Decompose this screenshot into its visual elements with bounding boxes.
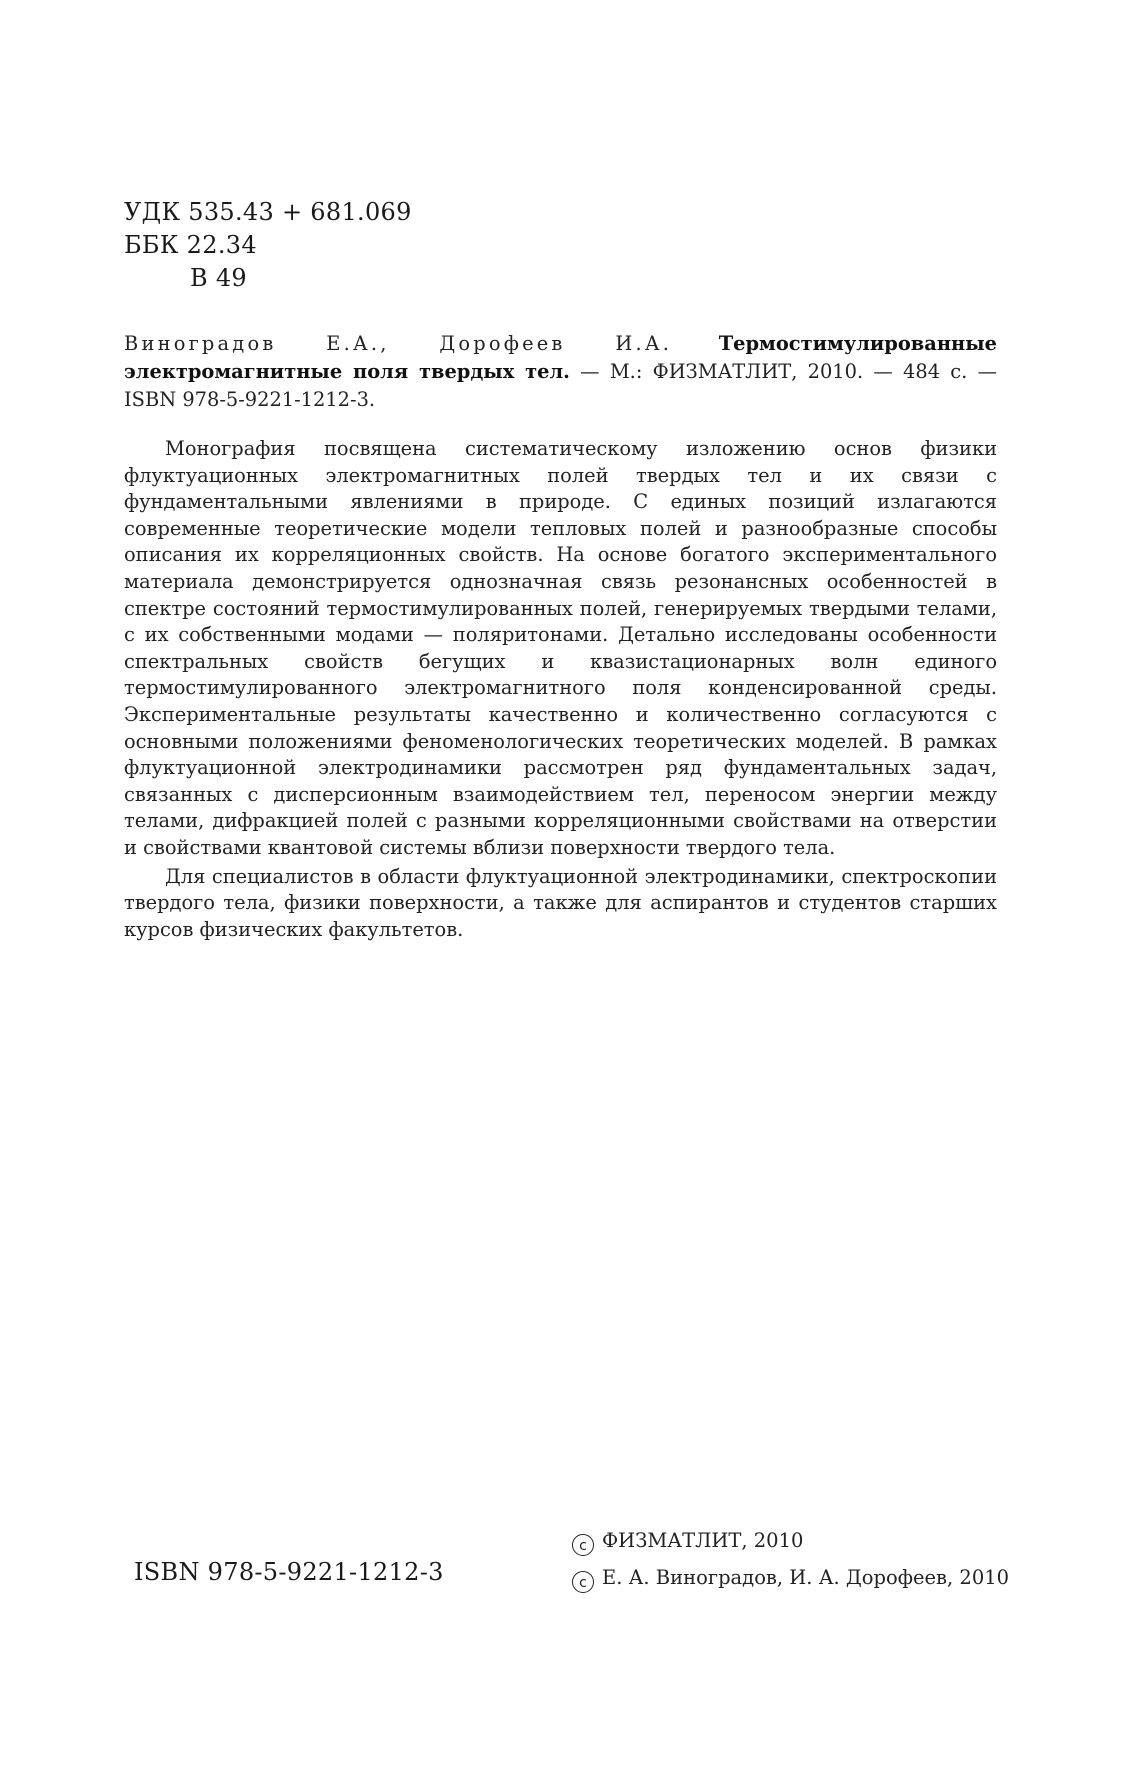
copyright-icon: c — [572, 1571, 594, 1593]
bbk-code: ББК 22.34 — [124, 231, 257, 259]
citation-publication: — М.: ФИЗМАТЛИТ, 2010. — 484 с. — ISBN 978-5-9221-1212-3. — [124, 360, 997, 411]
annotation — [124, 436, 997, 943]
copyright-holder: ФИЗМАТЛИТ, 2010 — [602, 1529, 804, 1552]
citation-title: Термостимулированные электромагнитные поля твердых тел. — [124, 332, 997, 383]
copyright-icon: c — [572, 1534, 594, 1556]
copyright-line-authors — [572, 1559, 1009, 1596]
audience-paragraph: Для специалистов в области флуктуационной электродинамики, спектроскопии твердого тела, физики поверхности, а также для аспирантов и студентов старших курсов физических факультетов. — [124, 864, 997, 941]
copyright-block — [572, 1522, 1009, 1596]
isbn-number: ISBN 978-5-9221-1212-3 — [134, 1558, 444, 1586]
bibliographic-citation — [124, 330, 997, 414]
citation-authors: Виноградов Е.А., Дорофеев И.А. — [124, 332, 673, 355]
copyright-line-publisher — [572, 1522, 1009, 1559]
library-classification — [124, 196, 412, 295]
copyright-holder: Е. А. Виноградов, И. А. Дорофеев, 2010 — [602, 1566, 1010, 1589]
udk-code: УДК 535.43 + 681.069 — [124, 198, 412, 226]
annotation-paragraph: Монография посвящена систематическому изложению основ физики флуктуационных электромагнитных полей твердых тел и их связи с фундаментальными явлениями в природе. С единых позиций излагаются современные теоретические модели тепловых полей и разнообразные способы описания их корреляционных свойств. На основе богатого экспериментального материала демонстрируется однозначная связь резонансных особенностей в спектре состояний термостимулированных полей, генерируемых твердыми телами, с их собственными модами — поляритонами. Детально исследованы особенности спектральных свойств бегущих и квазистационарных волн единого термостимулированного электромагнитного поля конденсированной среды. Экспериментальные результаты качественно и количественно согласуются с основными положениями феноменологических теоретических моделей. В рамках флуктуационной электродинамики рассмотрен ряд фундаментальных задач, связанных с дисперсионным взаимодействием тел, переносом энергии между телами, дифракцией полей с разными корреляционными свойствами на отверстии и свойствами квантовой системы вблизи поверхности твердого тела. — [124, 437, 997, 859]
author-mark: В 49 — [190, 264, 248, 292]
